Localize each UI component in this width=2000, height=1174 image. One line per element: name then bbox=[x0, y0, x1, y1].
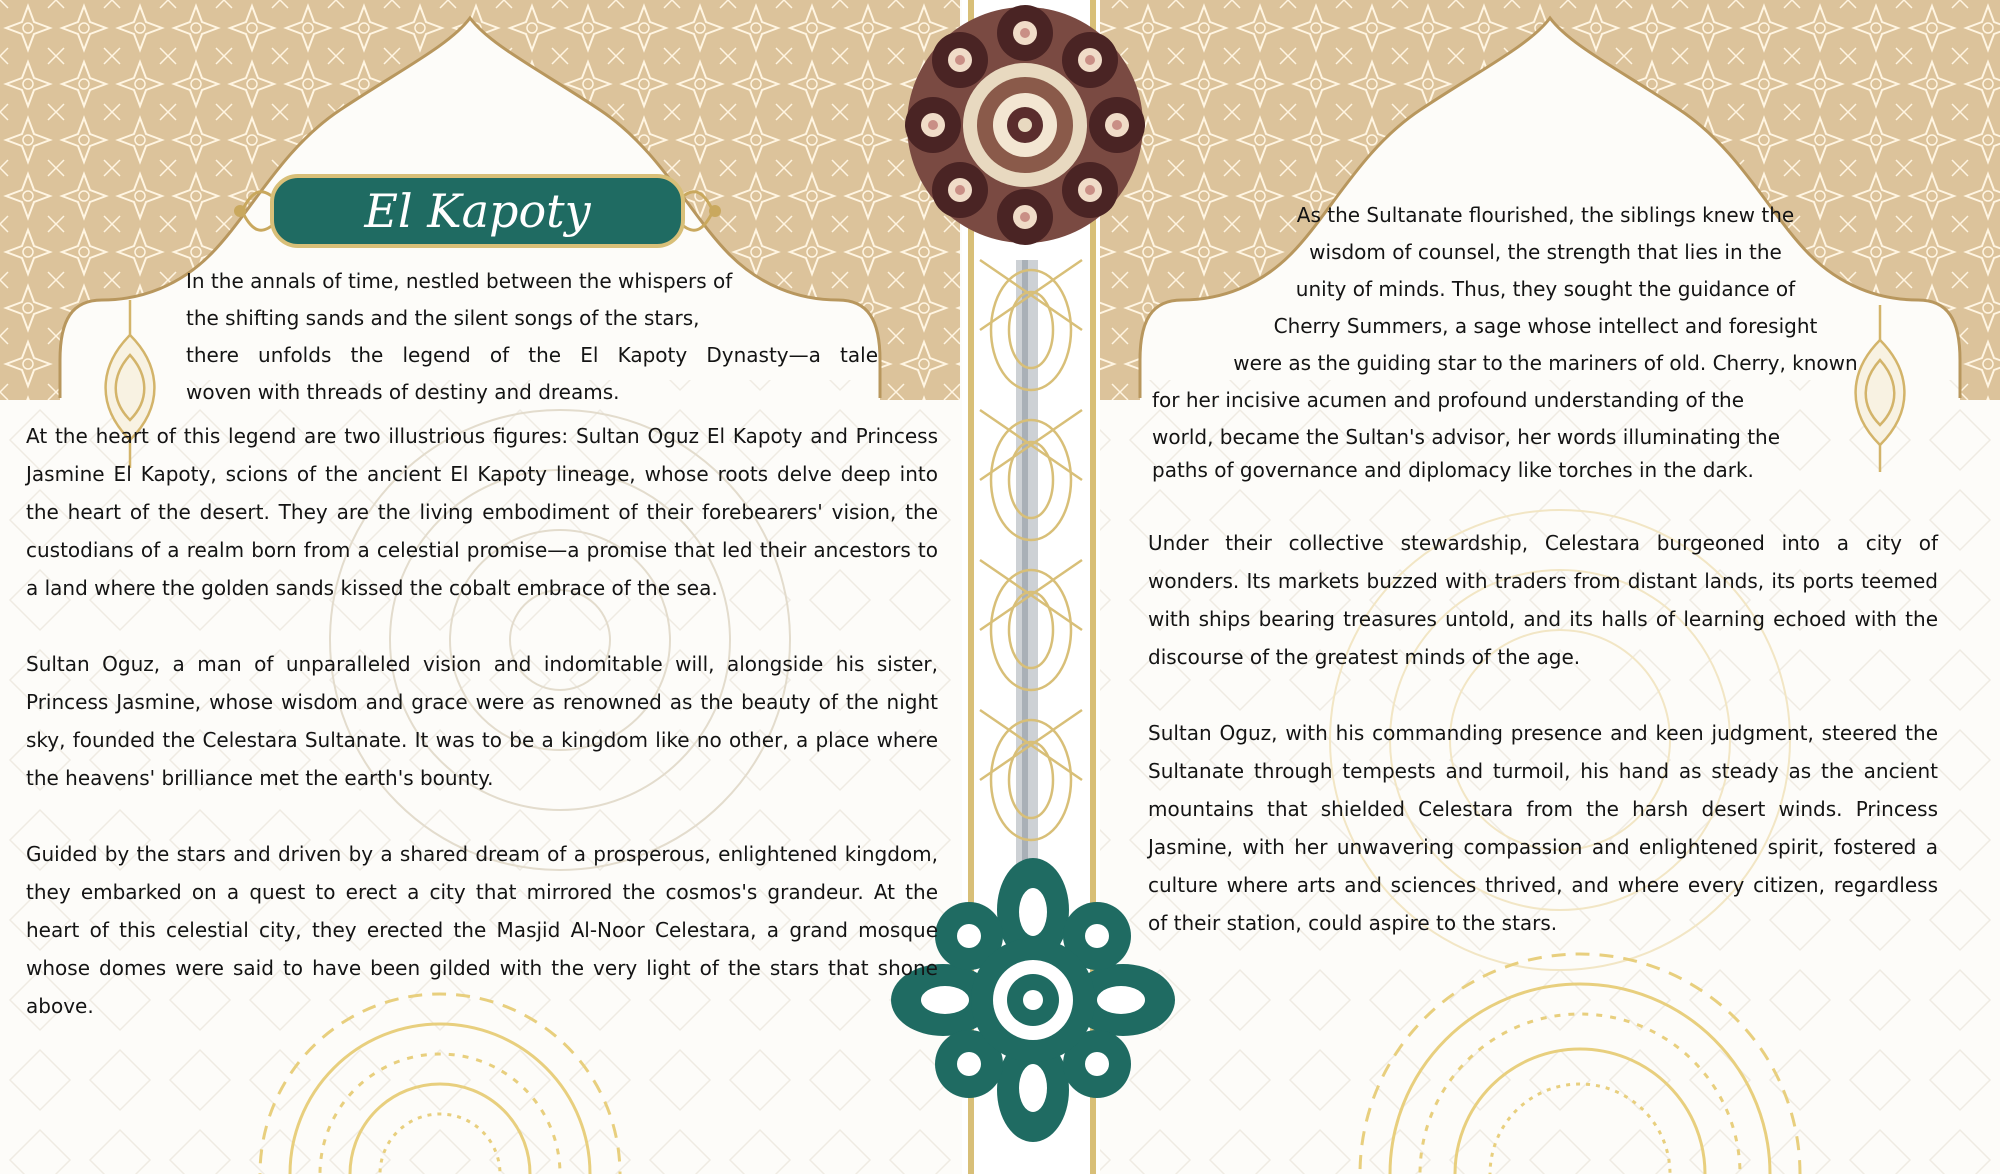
right-intro-line-7: world, became the Sultan's advisor, her words illuminating the bbox=[1152, 425, 1781, 449]
left-paragraph-2: Sultan Oguz, a man of unparalleled vision and indomitable will, alongside his sister, Princess Jasmine, whose wisdom and grace were as renowned as the beauty of the night sky, founded the Celestara Sultanate. It was to be a kingdom like no other, a place where the heavens' brilliance met the earth's bounty. bbox=[26, 652, 938, 790]
left-intro-line-2: the shifting sands and the silent songs of the stars, bbox=[186, 306, 700, 330]
right-paragraph-1: Under their collective stewardship, Celestara burgeoned into a city of wonders. Its markets buzzed with traders from distant lands, its ports teemed with ships bearing treasures untold, and its halls of learning echoed with the discourse of the greatest minds of the age. bbox=[1148, 531, 1938, 669]
left-intro-line-4: woven with threads of destiny and dreams. bbox=[186, 380, 620, 404]
right-body bbox=[1148, 524, 1938, 942]
left-intro-line-3: there unfolds the legend of the El Kapoty Dynasty—a tale bbox=[186, 343, 878, 367]
right-intro-line-3: unity of minds. Thus, they sought the guidance of bbox=[1295, 277, 1796, 301]
left-body bbox=[26, 417, 938, 1025]
right-intro-line-4: Cherry Summers, a sage whose intellect and foresight bbox=[1273, 314, 1818, 338]
right-intro-line-2: wisdom of counsel, the strength that lies in the bbox=[1309, 240, 1782, 264]
left-intro-line-1: In the annals of time, nestled between the whispers of bbox=[186, 269, 733, 293]
page-title: El Kapoty bbox=[364, 184, 591, 238]
right-intro-line-8: paths of governance and diplomacy like torches in the dark. bbox=[1152, 458, 1754, 482]
left-paragraph-1: At the heart of this legend are two illustrious figures: Sultan Oguz El Kapoty and Princess Jasmine El Kapoty, scions of the ancient El Kapoty lineage, whose roots delve deep into the heart of the desert. They are the living embodiment of their forebearers' vision, the custodians of a realm born from a celestial promise—a promise that led their ancestors to a land where the golden sands kissed the cobalt embrace of the sea. bbox=[26, 424, 938, 600]
right-intro-line-6: for her incisive acumen and profound understanding of the bbox=[1152, 388, 1745, 412]
left-paragraph-3: Guided by the stars and driven by a shared dream of a prosperous, enlightened kingdom, they embarked on a quest to erect a city that mirrored the cosmos's grandeur. At the heart of this celestial city, they erected the Masjid Al-Noor Celestara, a grand mosque whose domes were said to have been gilded with the very light of the stars that shone above. bbox=[26, 842, 938, 1018]
maroon-mandala-ornament bbox=[905, 5, 1145, 245]
right-intro-line-1: As the Sultanate flourished, the siblings knew the bbox=[1296, 203, 1795, 227]
right-paragraph-2: Sultan Oguz, with his commanding presence and keen judgment, steered the Sultanate through tempests and turmoil, his hand as steady as the ancient mountains that shielded Celestara from the harsh desert winds. Princess Jasmine, with her unwavering compassion and enlightened spirit, fostered a culture where arts and sciences thrived, and where every citizen, regardless of their station, could aspire to the stars. bbox=[1148, 721, 1938, 935]
right-intro-line-5: were as the guiding star to the mariners of old. Cherry, known bbox=[1233, 351, 1858, 375]
